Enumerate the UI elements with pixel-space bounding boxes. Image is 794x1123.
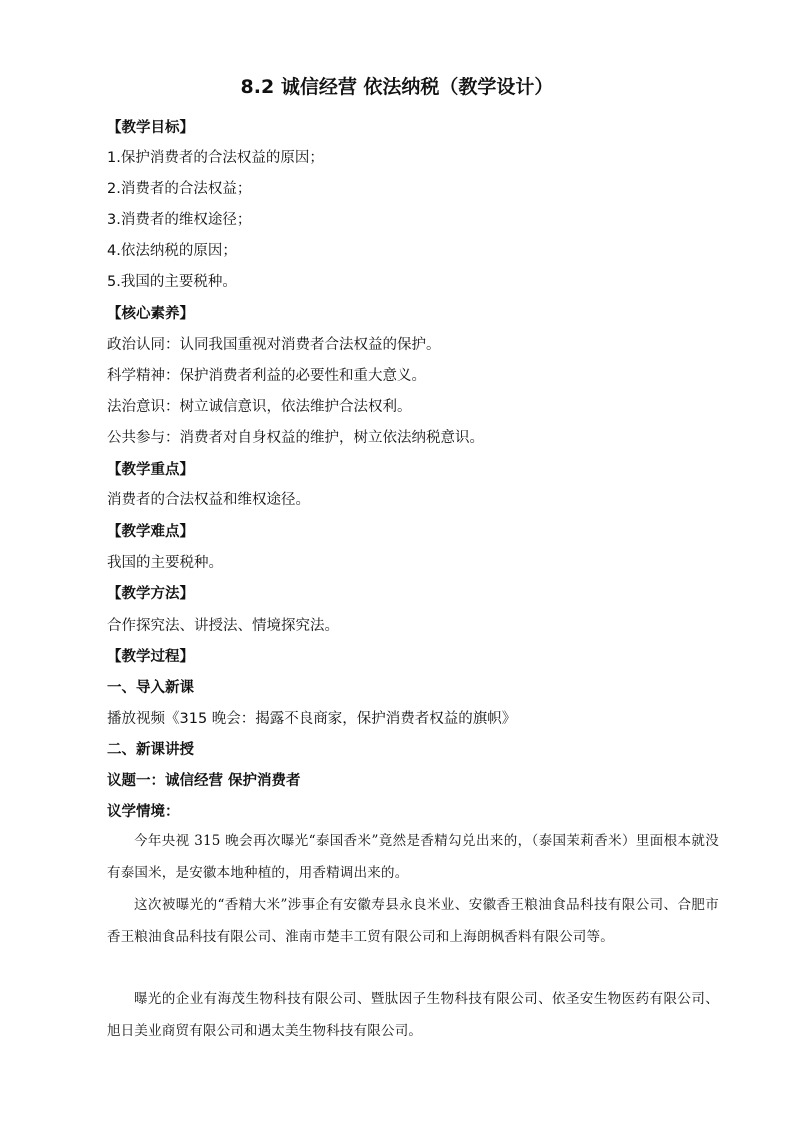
literacy-heading: 【核心素养】: [107, 306, 194, 322]
situation-heading: 议学情境：: [107, 804, 180, 820]
difficulties-heading: 【教学难点】: [107, 524, 194, 540]
objective-item-4: 4.依法纳税的原因；: [107, 243, 237, 259]
intro-text: 播放视频《315 晚会：揭露不良商家，保护消费者权益的旗帜》: [107, 711, 517, 727]
new-lesson-heading: 二、新课讲授: [107, 742, 194, 758]
literacy-item-public: 公共参与：消费者对自身权益的维护，树立依法纳税意识。: [107, 430, 484, 446]
objectives-heading: 【教学目标】: [107, 120, 194, 136]
methods-text: 合作探究法、讲授法、情境探究法。: [107, 618, 339, 634]
literacy-item-law: 法治意识：树立诚信意识，依法维护合法权利。: [107, 399, 412, 415]
objective-item-5: 5.我国的主要税种。: [107, 274, 237, 290]
key-points-text: 消费者的合法权益和维权途径。: [107, 492, 310, 508]
literacy-item-political: 政治认同：认同我国重视对消费者合法权益的保护。: [107, 337, 441, 353]
intro-heading: 一、导入新课: [107, 680, 194, 696]
situation-paragraph-1: 今年央视 315 晚会再次曝光“泰国香米”竟然是香精勾兑出来的，（泰国茉莉香米）里面根本就没有泰国米，是安徽本地种植的，用香精调出来的。: [107, 833, 719, 881]
situation-paragraph-2: 这次被曝光的“香精大米”涉事企有安徽寿县永良米业、安徽香王粮油食品科技有限公司、合肥市香王粮油食品科技有限公司、淮南市楚丰工贸有限公司和上海朗枫香料有限公司等。: [107, 897, 719, 945]
difficulties-text: 我国的主要税种。: [107, 555, 223, 571]
document-title: 8.2 诚信经营 依法纳税（教学设计）: [240, 76, 554, 98]
process-heading: 【教学过程】: [107, 649, 194, 665]
situation-paragraph-3: 曝光的企业有海茂生物科技有限公司、暨肽因子生物科技有限公司、依圣安生物医药有限公司、旭日美业商贸有限公司和遇太美生物科技有限公司。: [107, 991, 719, 1039]
objective-item-1: 1.保护消费者的合法权益的原因；: [107, 150, 324, 166]
topic-one-heading: 议题一：诚信经营 保护消费者: [107, 773, 301, 789]
methods-heading: 【教学方法】: [107, 586, 194, 602]
key-points-heading: 【教学重点】: [107, 462, 194, 478]
objective-item-2: 2.消费者的合法权益；: [107, 181, 252, 197]
objective-item-3: 3.消费者的维权途径；: [107, 212, 252, 228]
literacy-item-science: 科学精神：保护消费者利益的必要性和重大意义。: [107, 368, 426, 384]
